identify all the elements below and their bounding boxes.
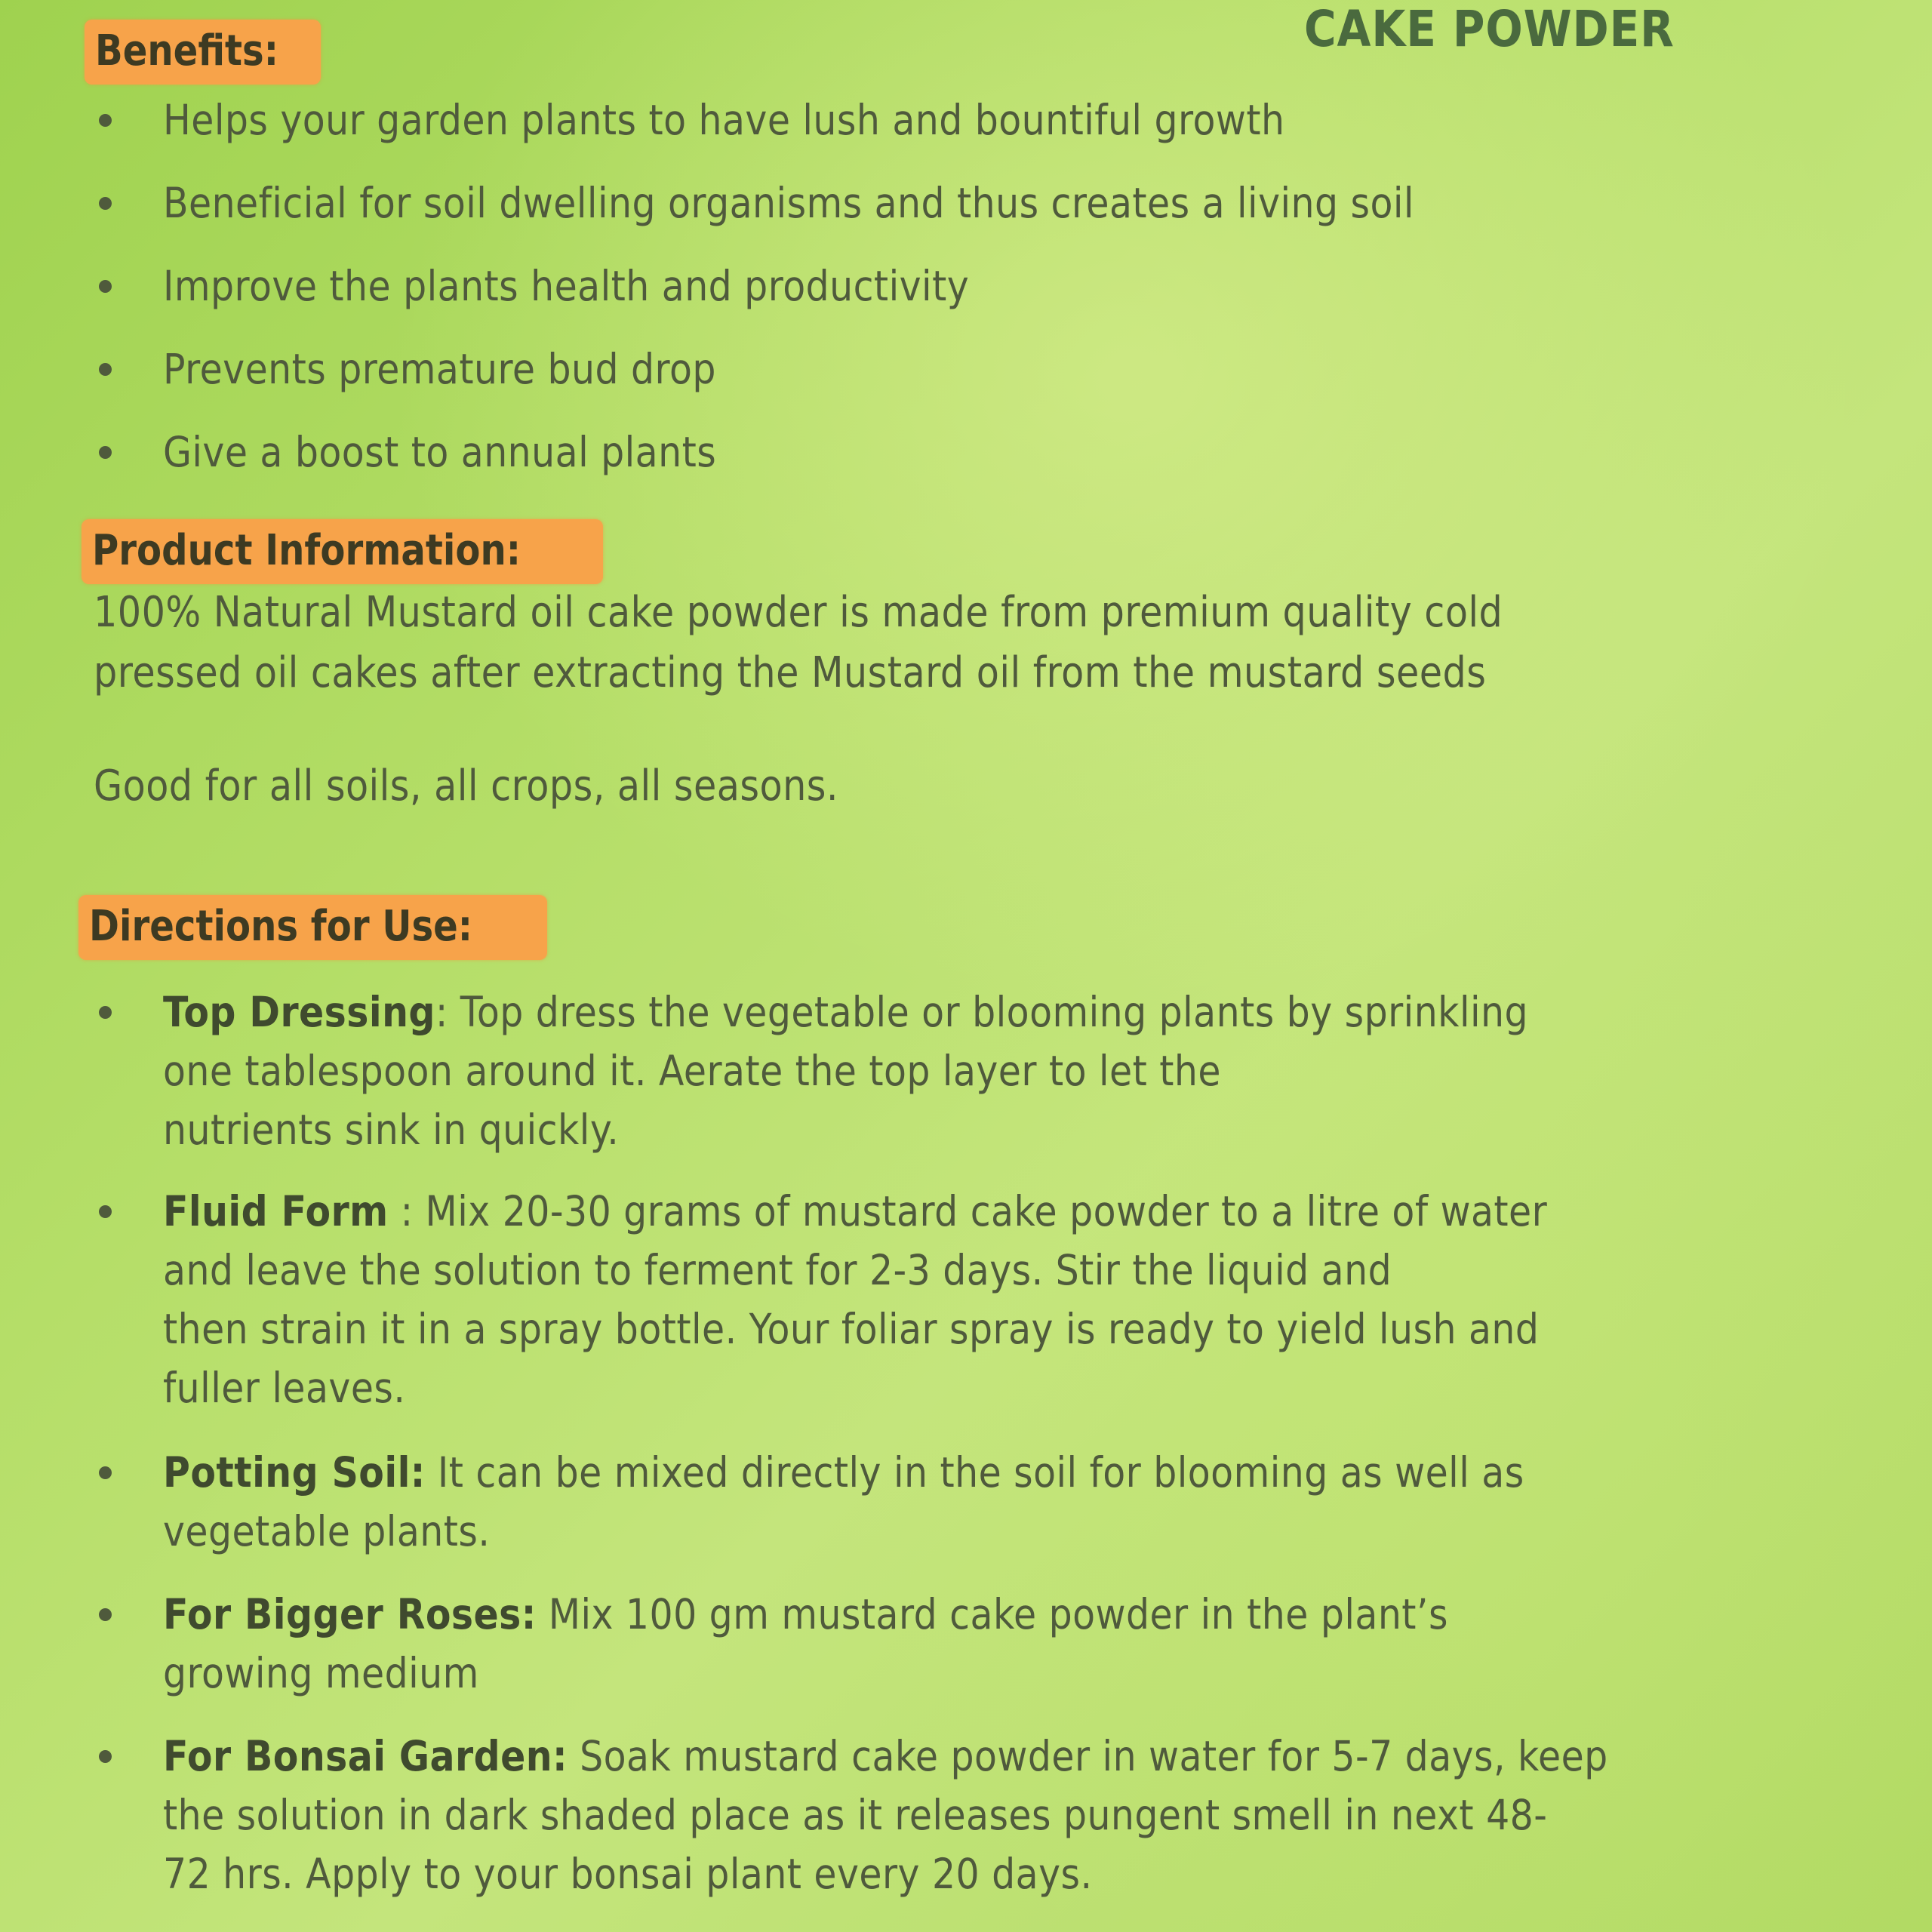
list-item-text: Improve the plants health and productivity: [163, 262, 970, 310]
bullet-icon: [99, 446, 112, 459]
list-item-text: [163, 1727, 1608, 1903]
product-info-description: [94, 583, 1503, 703]
product-info-heading-text: Product Information:: [92, 526, 521, 575]
bullet-icon: [99, 197, 112, 210]
product-info-note: Good for all soils, all crops, all seasons.: [94, 761, 839, 811]
direction-text: fuller leaves.: [163, 1364, 406, 1412]
description-line: pressed oil cakes after extracting the Mustard oil from the mustard seeds: [94, 648, 1487, 697]
direction-text: growing medium: [163, 1649, 479, 1697]
bullet-icon: [99, 280, 112, 293]
bullet-icon: [99, 1006, 112, 1019]
direction-label: For Bigger Roses:: [163, 1590, 537, 1638]
list-item-text: [163, 1182, 1547, 1417]
benefits-heading-text: Benefits:: [95, 26, 278, 75]
list-item-text: Prevents premature bud drop: [163, 345, 716, 393]
direction-text: vegetable plants.: [163, 1507, 491, 1555]
list-item-text: [163, 1585, 1448, 1703]
direction-text: : Mix 20-30 grams of mustard cake powder to a litre of water: [388, 1187, 1548, 1235]
list-item-text: [163, 1443, 1524, 1561]
direction-text: then strain it in a spray bottle. Your foliar spray is ready to yield lush and: [163, 1305, 1540, 1353]
direction-text: nutrients sink in quickly.: [163, 1106, 620, 1154]
product-info-heading: [82, 519, 603, 584]
directions-heading: [78, 895, 547, 960]
direction-text: one tablespoon around it. Aerate the top layer to let the: [163, 1047, 1221, 1095]
direction-label: Top Dressing: [163, 988, 435, 1036]
bullet-icon: [99, 114, 112, 127]
list-item-text: Beneficial for soil dwelling organisms and thus creates a living soil: [163, 179, 1414, 227]
list-item-text: Give a boost to annual plants: [163, 428, 717, 476]
product-title: CAKE POWDER: [1304, 0, 1675, 58]
bullet-icon: [99, 1466, 112, 1479]
description-line: 100% Natural Mustard oil cake powder is made from premium quality cold: [94, 588, 1503, 637]
bullet-icon: [99, 1608, 112, 1621]
direction-text: Soak mustard cake powder in water for 5-7 days, keep: [568, 1732, 1608, 1780]
direction-label: For Bonsai Garden:: [163, 1732, 568, 1780]
benefits-heading: [85, 20, 321, 85]
bullet-icon: [99, 1205, 112, 1218]
direction-text: Mix 100 gm mustard cake powder in the plant’s: [536, 1590, 1448, 1638]
list-item-text: Helps your garden plants to have lush and bountiful growth: [163, 96, 1285, 144]
direction-text: It can be mixed directly in the soil for blooming as well as: [425, 1448, 1524, 1497]
direction-text: 72 hrs. Apply to your bonsai plant every 20 days.: [163, 1850, 1093, 1898]
directions-heading-text: Directions for Use:: [89, 902, 473, 951]
direction-label: Potting Soil:: [163, 1448, 426, 1497]
list-item-text: [163, 983, 1528, 1159]
bullet-icon: [99, 363, 112, 376]
bullet-icon: [99, 1750, 112, 1763]
direction-text: : Top dress the vegetable or blooming plants by sprinkling: [435, 988, 1529, 1036]
direction-text: the solution in dark shaded place as it releases pungent smell in next 48-: [163, 1791, 1548, 1839]
direction-label: Fluid Form: [163, 1187, 389, 1235]
direction-text: and leave the solution to ferment for 2-3 days. Stir the liquid and: [163, 1246, 1392, 1294]
